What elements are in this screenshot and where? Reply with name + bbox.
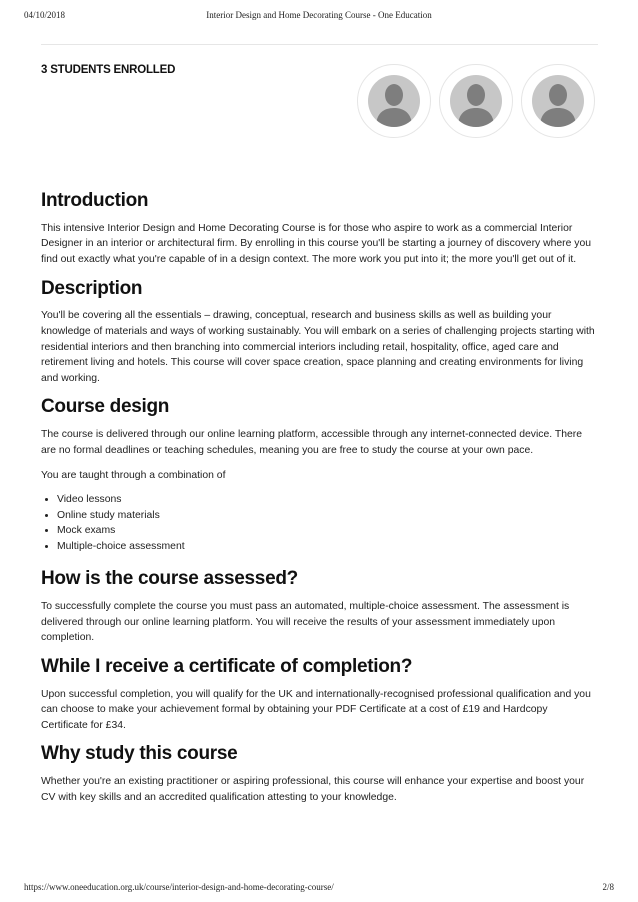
list-item: • Multiple-choice assessment [57,539,597,555]
page-number: 2/8 [602,882,614,892]
course-design-text-2: You are taught through a combination of [41,470,226,482]
page-url: https://www.oneeducation.org.uk/course/interior-design-and-home-decorating-course/ [24,882,334,892]
person-icon [450,75,502,127]
course-content [41,190,597,815]
course-design-text: The course is delivered through our online learning platform, accessible through any internet-connected device. There are no formal deadlines or teaching schedules, meaning you are free to study the course at your own pace. [41,429,583,456]
assessment-text: To successfully complete the course you must pass an automated, multiple-choice assessment. The assessment is delivered through our online learning platform. You will receive the results of your assessment immediately upon completion. [41,601,570,644]
certificate-text: Upon successful completion, you will qualify for the UK and internationally-recognised professional qualification and you can choose to make your achievement formal by obtaining your PDF Certificate at a cost of £19 and Hardcopy Certificate for £34. [41,688,591,731]
assessment-heading: How is the course assessed? [41,568,298,590]
divider [41,44,598,45]
person-icon [368,75,420,127]
list-item: • Video lessons [57,492,597,508]
print-date: 04/10/2018 [24,10,66,20]
avatar[interactable] [357,64,431,138]
enrolled-avatars [357,64,597,140]
list-item: • Online study materials [57,508,597,524]
why-study-text: Whether you're an existing practitioner or aspiring professional, this course will enhance your expertise and boost your CV with key skills and an accredited qualification attesting to your knowledge. [41,776,585,803]
why-study-heading: Why study this course [41,743,238,765]
description-text: You'll be covering all the essentials – drawing, conceptual, research and business skills as well as building your knowledge of materials and ways of working sustainably. You will embark on a series of challenging projects starting with residential interiors and then branching into commercial interiors including retail, hospitality, office, aged care and retirement living and hotels. This course will cover space creation, space planning and creating environments for living and working. [41,310,595,384]
avatar[interactable] [521,64,595,138]
description-heading: Description [41,277,143,299]
list-item: • Mock exams [57,523,597,539]
person-icon [532,75,584,127]
avatar[interactable] [439,64,513,138]
course-design-heading: Course design [41,396,170,418]
introduction-heading: Introduction [41,190,149,211]
introduction-text: This intensive Interior Design and Home Decorating Course is for those who aspire to work as a commercial Interior Designer in an interior or architectural firm. By enrolling in this course you'll be starting a journey of discovery where you find out exactly what you're capable of in a design context. The more work you put into it; the more you'll get out of it. [41,222,592,265]
students-enrolled-label: 3 STUDENTS ENROLLED [41,64,176,76]
course-components-list [41,492,597,554]
print-title: Interior Design and Home Decorating Course - One Education [206,10,432,20]
certificate-heading: While I receive a certificate of completion? [41,655,413,677]
